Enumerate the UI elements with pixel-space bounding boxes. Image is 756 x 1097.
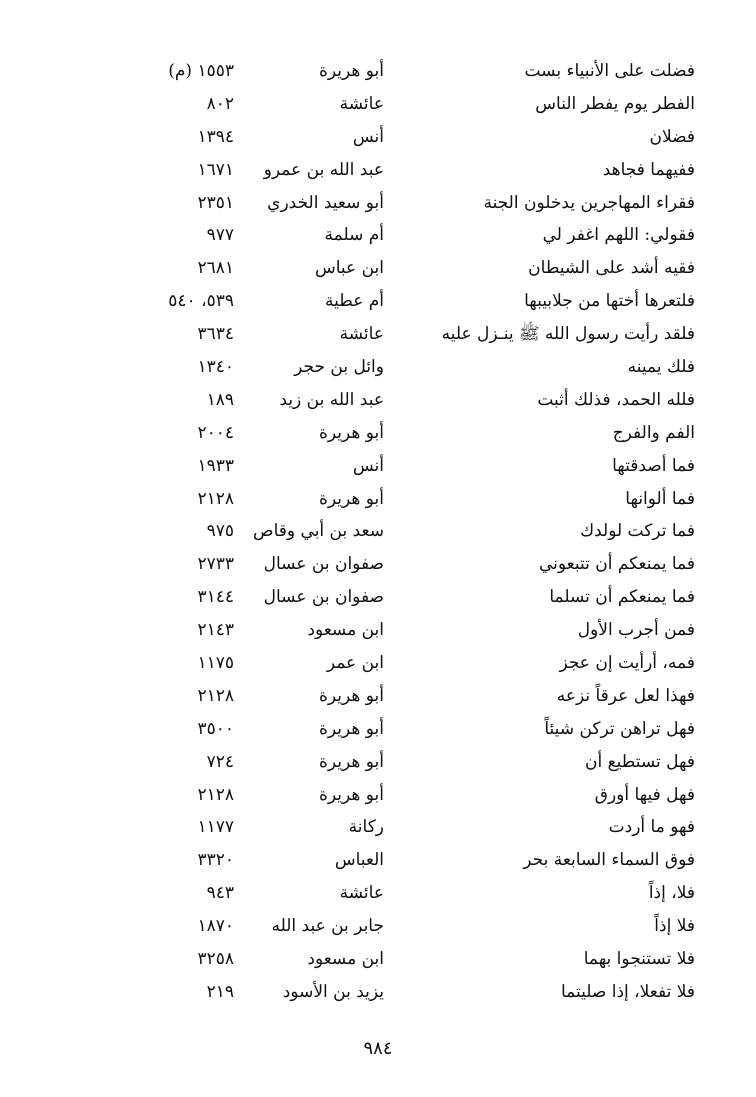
hadith-phrase: فمن أجرب الأول: [577, 620, 695, 641]
narrator-name: أبو سعيد الخدري: [267, 192, 384, 213]
narrator-name: وائل بن حجر: [294, 357, 384, 378]
index-row: [0, 318, 756, 351]
index-row: [0, 844, 756, 877]
hadith-number: ١٣٩٤: [197, 126, 234, 147]
index-row: [0, 187, 756, 220]
hadith-phrase: فلله الحمد، فذلك أثبت: [537, 389, 695, 410]
narrator-name: عائشة: [339, 324, 384, 345]
hadith-number: ٢١٢٨: [197, 784, 234, 805]
hadith-phrase: فهل تراهن تركن شيئاً: [544, 718, 695, 739]
hadith-number: ٣٣٢٠: [197, 850, 234, 871]
index-row: [0, 417, 756, 450]
index-row: [0, 55, 756, 88]
hadith-phrase: فلقد رأيت رسول الله ﷺ ينـزل عليه: [441, 324, 695, 345]
narrator-name: أم سلمة: [324, 225, 384, 246]
hadith-phrase: فهو ما أردت: [608, 817, 695, 838]
index-row: [0, 647, 756, 680]
index-row: [0, 252, 756, 285]
index-row: [0, 779, 756, 812]
hadith-phrase: فلا تستنجوا بهما: [583, 949, 695, 970]
index-row: [0, 581, 756, 614]
index-row: [0, 515, 756, 548]
index-row: [0, 811, 756, 844]
hadith-phrase: فقولي: اللهم اغفر لي: [542, 225, 695, 246]
hadith-number: ١٨٧٠: [197, 916, 234, 937]
narrator-name: صفوان بن عسال: [263, 587, 384, 608]
narrator-name: أبو هريرة: [318, 685, 384, 706]
hadith-number: ٢١٩: [206, 981, 234, 1002]
index-row: [0, 483, 756, 516]
hadith-phrase: فما تركت لولدك: [580, 521, 695, 542]
hadith-phrase: فلا إذاً: [654, 916, 695, 937]
hadith-phrase: فلا، إذاً: [648, 883, 695, 904]
narrator-name: أنس: [352, 126, 384, 147]
narrator-name: أم عطية: [325, 291, 384, 312]
hadith-number: ٣٥٠٠: [197, 718, 234, 739]
narrator-name: أنس: [352, 455, 384, 476]
hadith-number: ٧٢٤: [206, 751, 234, 772]
hadith-number: ٢١٢٨: [197, 685, 234, 706]
hadith-phrase: الفطر يوم يفطر الناس: [535, 93, 695, 114]
hadith-phrase: فهذا لعل عرقاً نزعه: [556, 685, 695, 706]
narrator-name: عائشة: [339, 93, 384, 114]
hadith-number: ٩٧٧: [206, 225, 234, 246]
hadith-number: ١٣٤٠: [197, 357, 234, 378]
hadith-number: ١١٧٥: [197, 653, 234, 674]
hadith-number: ٥٣٩، ٥٤٠: [168, 291, 234, 312]
index-row: [0, 713, 756, 746]
narrator-name: عبد الله بن زيد: [279, 389, 384, 410]
narrator-name: عائشة: [339, 883, 384, 904]
index-row: [0, 976, 756, 1009]
index-row: [0, 548, 756, 581]
hadith-phrase: فوق السماء السابعة بحر: [523, 850, 695, 871]
hadith-phrase: فقيه أشد على الشيطان: [528, 258, 695, 279]
narrator-name: أبو هريرة: [318, 488, 384, 509]
hadith-number: ٩٧٥: [206, 521, 234, 542]
narrator-name: أبو هريرة: [318, 784, 384, 805]
hadith-number: ١٥٥٣ (م): [168, 61, 234, 81]
page-number: ٩٨٤: [363, 1038, 393, 1059]
narrator-name: سعد بن أبي وقاص: [253, 521, 384, 542]
narrator-name: ابن مسعود: [307, 620, 384, 641]
hadith-phrase: فما أصدقتها: [612, 455, 695, 476]
index-row: [0, 910, 756, 943]
hadith-number: ٢٧٣٣: [197, 554, 234, 575]
hadith-phrase: فما يمنعكم أن تسلما: [549, 587, 695, 608]
hadith-phrase: فمه، أرأيت إن عجز: [559, 653, 695, 674]
hadith-phrase: فقراء المهاجرين يدخلون الجنة: [483, 192, 695, 213]
hadith-phrase: فضلت على الأنبياء بست: [524, 61, 695, 81]
narrator-name: جابر بن عبد الله: [271, 916, 384, 937]
index-row: [0, 943, 756, 976]
index-row: [0, 614, 756, 647]
index-row: [0, 285, 756, 318]
hadith-phrase: فلك يمينه: [627, 357, 695, 378]
hadith-phrase: فما ألوانها: [625, 488, 695, 509]
narrator-name: أبو هريرة: [318, 718, 384, 739]
hadith-number: ٢٣٥١: [197, 192, 234, 213]
hadith-number: ٣١٤٤: [197, 587, 234, 608]
hadith-phrase: الفم والفرج: [612, 422, 695, 443]
narrator-name: أبو هريرة: [318, 751, 384, 772]
hadith-number: ٢٠٠٤: [197, 422, 234, 443]
hadith-phrase: فهل تستطيع أن: [584, 751, 695, 772]
hadith-number: ٣٦٣٤: [197, 324, 234, 345]
hadith-number: ٨٠٢: [206, 93, 234, 114]
hadith-number: ٩٤٣: [206, 883, 234, 904]
hadith-number: ١٩٣٣: [197, 455, 234, 476]
index-row: [0, 88, 756, 121]
index-row: [0, 121, 756, 154]
narrator-name: أبو هريرة: [318, 422, 384, 443]
index-row: [0, 680, 756, 713]
index-row: [0, 351, 756, 384]
index-row: [0, 746, 756, 779]
narrator-name: ابن مسعود: [307, 949, 384, 970]
narrator-name: يزيد بن الأسود: [282, 981, 384, 1002]
hadith-number: ١٨٩: [206, 389, 234, 410]
hadith-number: ١١٧٧: [197, 817, 234, 838]
narrator-name: العباس: [334, 850, 384, 871]
narrator-name: صفوان بن عسال: [263, 554, 384, 575]
narrator-name: ابن عمر: [326, 653, 384, 674]
index-row: [0, 384, 756, 417]
hadith-number: ٢١٢٨: [197, 488, 234, 509]
narrator-name: ركانة: [348, 817, 384, 838]
narrator-name: أبو هريرة: [318, 61, 384, 81]
index-table: [0, 55, 756, 1009]
hadith-number: ٢٦٨١: [197, 258, 234, 279]
index-row: [0, 877, 756, 910]
hadith-phrase: فما يمنعكم أن تتبعوني: [538, 554, 695, 575]
hadith-phrase: فلا تفعلا، إذا صليتما: [561, 981, 695, 1002]
narrator-name: عبد الله بن عمرو: [263, 159, 384, 180]
hadith-phrase: فضلان: [649, 126, 695, 147]
narrator-name: ابن عباس: [314, 258, 384, 279]
hadith-number: ٢١٤٣: [197, 620, 234, 641]
hadith-number: ٣٢٥٨: [197, 949, 234, 970]
hadith-number: ١٦٧١: [197, 159, 234, 180]
hadith-phrase: فلتعرها أختها من جلابيبها: [524, 291, 695, 312]
hadith-phrase: فهل فيها أورق: [594, 784, 695, 805]
index-row: [0, 450, 756, 483]
index-row: [0, 219, 756, 252]
index-row: [0, 154, 756, 187]
hadith-phrase: ففيهما فجاهد: [602, 159, 695, 180]
